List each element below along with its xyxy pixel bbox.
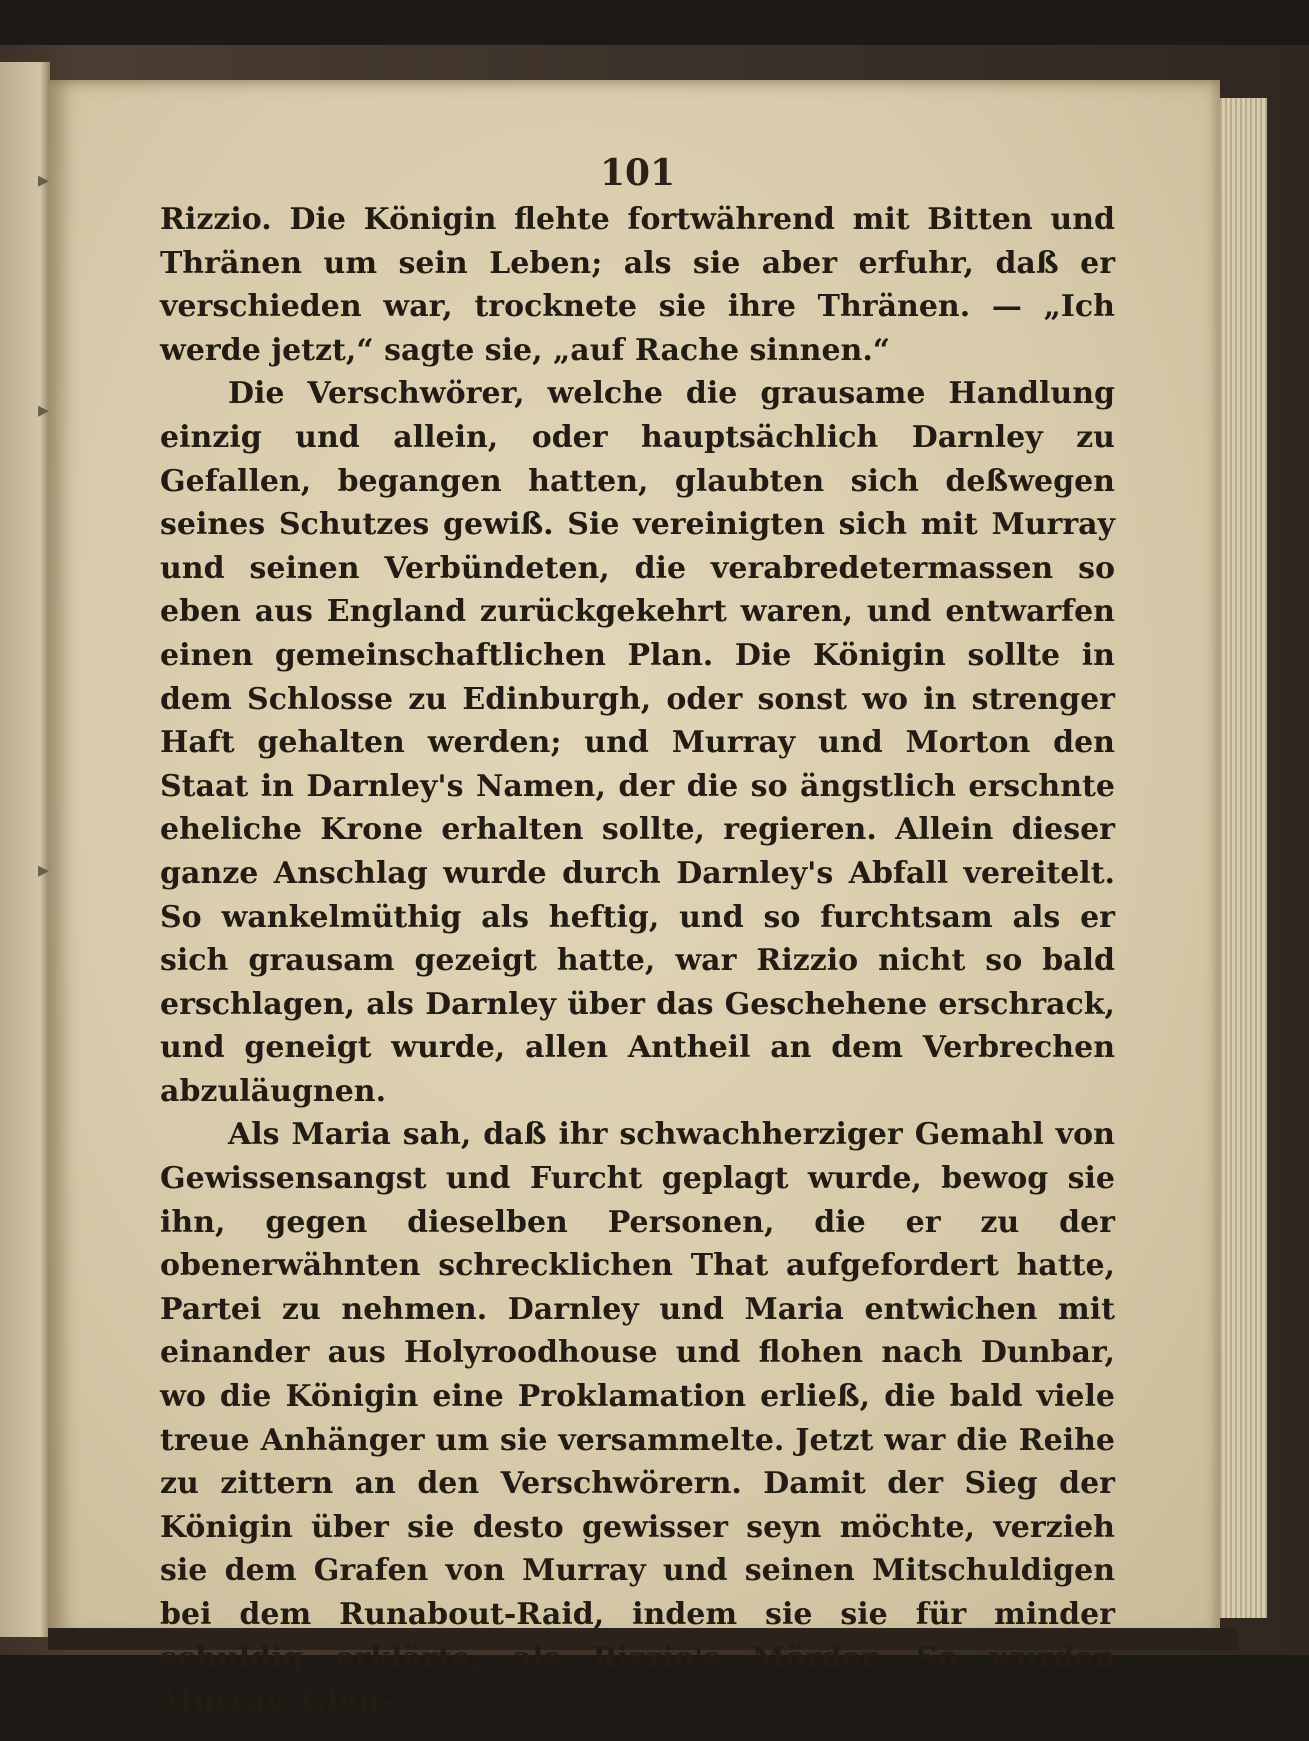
body-text [160,198,1115,1724]
margin-arrow-icon: ▸ [38,858,50,883]
paragraph: Die Verschwörer, welche die grausame Handlung einzig und allein, oder hauptsächlich Darnley zu Gefallen, begangen hatten, glaubten sich deßwegen seines Schutzes gewiß. Sie vereinigten sich mit Murray und seinen Verbündeten, die verabredetermassen so eben aus England zurückgekehrt waren, und entwarfen einen gemeinschaftlichen Plan. Die Königin sollte in dem Schlosse zu Edinburgh, oder sonst wo in strenger Haft gehalten werden; und Murray und Morton den Staat in Darnley's Namen, der die so ängstlich erschnte eheliche Krone erhalten sollte, regieren. Allein dieser ganze Anschlag wurde durch Darnley's Abfall vereitelt. So wankelmüthig als heftig, und so furchtsam als er sich grausam gezeigt hatte, war Rizzio nicht so bald erschlagen, als Darnley über das Geschehene erschrack, und geneigt wurde, allen Antheil an dem Verbrechen abzuläugnen. [160,376,1115,1109]
page-number: 101 [600,152,676,194]
facing-page-edge [0,62,50,1637]
paragraph: Als Maria sah, daß ihr schwachherziger Gemahl von Gewissensangst und Furcht geplagt wurde, bewog sie ihn, gegen dieselben Personen, die er zu der obenerwähnten schrecklichen That aufgefordert hatte, Partei zu nehmen. Darnley und Maria entwichen mit einander aus Holyroodhouse und flohen nach Dunbar, wo die Königin eine Proklamation erließ, die bald viele treue Anhänger um sie versammelte. Jetzt war die Reihe zu zittern an den Verschwörern. Damit der Sieg der Königin über sie desto gewisser seyn möchte, verzieh sie dem Grafen von Murray und seinen Mitschuldigen bei dem Runabout-Raid, indem sie sie für minder schuldig erklärte, als Rizzio's Mörder. So wurden Murray, Glen- [160,1117,1115,1720]
paragraph: Rizzio. Die Königin flehte fortwährend mit Bitten und Thränen um sein Leben; als sie aber erfuhr, daß er verschieden war, trocknete sie ihre Thränen. — „Ich werde jetzt,“ sagte sie, „auf Rache sinnen.“ [160,202,1115,368]
margin-arrow-icon: ▸ [38,398,50,423]
margin-arrow-icon: ▸ [38,168,50,193]
